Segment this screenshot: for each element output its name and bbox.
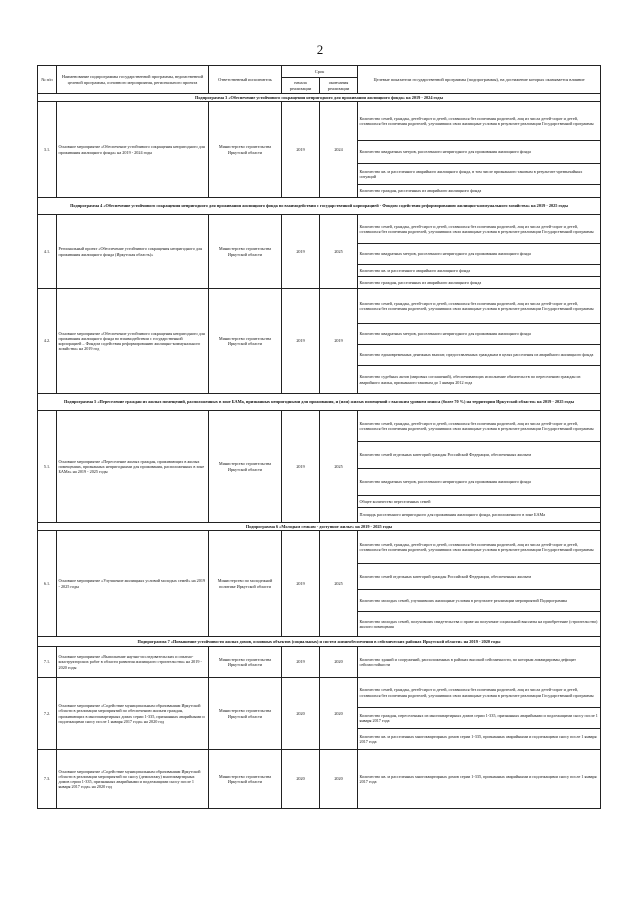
row-number: 4.1. — [38, 215, 57, 289]
row-number: 3.1. — [38, 102, 57, 198]
start-year: 2019 — [282, 215, 320, 289]
table-row — [38, 678, 601, 708]
program-table — [37, 65, 601, 809]
end-year: 2024 — [320, 102, 358, 198]
table-row — [38, 289, 601, 324]
indicator-cell: Количество семей отдельных категорий граждан Российской Федерации, обеспеченных жильем — [358, 564, 601, 590]
row-number: 7.1. — [38, 647, 57, 678]
indicator-cell: Количество единовременных денежных выплат, предоставленных гражданам в целях расселения из аварийного жилищного фонда — [358, 345, 601, 366]
row-number: 7.2. — [38, 678, 57, 750]
page-number: 2 — [316, 42, 324, 57]
indicator-cell: Количество зданий и сооружений, расположенных в районах высокой сейсмичности, по которым ликвидирован дефицит сейсмостойкости — [358, 647, 601, 678]
activity-name: Основное мероприятие «Содействие муниципальным образованиям Иркутской области в реализации мероприятий по обеспечению жильем граждан, проживающих в многоквартирных домах серии 1-335, признанных аварийными и подлежащими сносу после 1 января 2017 года» на 2020 год — [57, 678, 209, 750]
header-start: начала реализации — [282, 78, 320, 94]
row-number: 4.2. — [38, 289, 57, 394]
indicator-cell: Количество семей, граждан, детей-сирот и детей, оставшихся без попечения родителей, лиц из числа детей-сирот и детей, оставшихся без попечения родителей, улучшивших свои жилищные условия в результате реализации Государственной программы — [358, 289, 601, 324]
header-indicators: Целевые показатели государственной программы (подпрограммы), на достижение которых оказывается влияние — [358, 66, 601, 94]
indicator-cell: Количество квадратных метров, расселенного непригодного для проживания жилищного фонда — [358, 469, 601, 496]
section-row — [38, 637, 601, 647]
header-term: Срок — [282, 66, 358, 78]
indicator-cell: Количество кв. м расселенного аварийного жилищного фонда, в том числе признанного таковым в результате чрезвычайных ситуаций — [358, 164, 601, 185]
indicator-cell: Количество молодых семей, получивших свидетельства о праве на получение социальной выплаты на приобретение (строительство) жилого помещения — [358, 612, 601, 637]
table-row — [38, 647, 601, 678]
table-row — [38, 411, 601, 442]
responsible-executor: Министерство строительства Иркутской области — [209, 102, 282, 198]
section-title: Подпрограмма 3 «Обеспечение устойчивого сокращения непригодного для проживания жилищного фонда» на 2019 - 2024 годы — [38, 94, 601, 102]
table-row — [38, 531, 601, 564]
indicator-cell: Количество судебных актов (мировых соглашений), обеспечивающих исполнение обязательств по переселению граждан из аварийного жилья, признанного таковым до 1 января 2012 года — [358, 366, 601, 394]
header-num: № п/п — [38, 66, 57, 94]
row-number: 6.1. — [38, 531, 57, 637]
start-year: 2020 — [282, 750, 320, 809]
end-year: 2025 — [320, 411, 358, 523]
indicator-cell: Количество граждан, расселенных из аварийного жилищного фонда — [358, 277, 601, 289]
indicator-cell: Количество граждан, переселенных из многоквартирных домов серии 1-335, признанных аварийными и подлежащими сносу после 1 января 2017 года — [358, 708, 601, 729]
indicator-cell: Общее количество переселенных семей — [358, 496, 601, 508]
indicator-cell: Количество квадратных метров, расселенного непригодного для проживания жилищного фонда — [358, 141, 601, 164]
start-year: 2019 — [282, 647, 320, 678]
activity-name: Региональный проект «Обеспечение устойчивого сокращения непригодного для проживания жилищного фонда (Иркутская область)» — [57, 215, 209, 289]
responsible-executor: Министерство строительства Иркутской области — [209, 750, 282, 809]
responsible-executor: Министерство строительства Иркутской области — [209, 647, 282, 678]
indicator-cell: Количество кв. м расселенного аварийного жилищного фонда — [358, 265, 601, 277]
end-year: 2020 — [320, 678, 358, 750]
indicator-cell: Количество граждан, расселенных из аварийного жилищного фонда — [358, 185, 601, 198]
end-year: 2025 — [320, 531, 358, 637]
start-year: 2019 — [282, 531, 320, 637]
header-responsible: Ответственный исполнитель — [209, 66, 282, 94]
row-number: 5.1. — [38, 411, 57, 523]
indicator-cell: Количество квадратных метров, расселенного непригодного для проживания жилищного фонда — [358, 244, 601, 265]
activity-name: Основное мероприятие «Обеспечение устойчивого сокращения непригодного для проживания жилищного фонда во взаимодействии с государственной корпорацией – Фондом содействия реформированию жилищно-коммунального хозяйства» на 2019 год — [57, 289, 209, 394]
activity-name: Основное мероприятие «Улучшение жилищных условий молодых семей» на 2019 - 2025 годы — [57, 531, 209, 637]
table-row — [38, 102, 601, 141]
indicator-cell: Количество кв. м расселенных многоквартирных домов серии 1-335, признанных аварийными и подлежащими сносу после 1 января 2017 года — [358, 729, 601, 750]
section-title: Подпрограмма 4 «Обеспечение устойчивого сокращения непригодного для проживания жилищного фонда во взаимодействии с государственной корпорацией - Фондом содействия реформированию жилищно-коммунального хозяйства» на 2019 - 2025 годы — [38, 198, 601, 215]
responsible-executor: Министерство строительства Иркутской области — [209, 411, 282, 523]
responsible-executor: Министерство строительства Иркутской области — [209, 215, 282, 289]
start-year: 2020 — [282, 678, 320, 750]
activity-name: Основное мероприятие «Обеспечение устойчивого сокращения непригодного для проживания жилищного фонда» на 2019 - 2024 годы — [57, 102, 209, 198]
indicator-cell: Количество семей, граждан, детей-сирот и детей, оставшихся без попечения родителей, лиц из числа детей-сирот и детей, оставшихся без попечения родителей, улучшивших свои жилищные условия в результате реализации Государственной программы — [358, 215, 601, 244]
indicator-cell: Количество семей, граждан, детей-сирот и детей, оставшихся без попечения родителей, лиц из числа детей-сирот и детей, оставшихся без попечения родителей, улучшивших свои жилищные условия в результате реализации Государственной программы — [358, 531, 601, 564]
section-row — [38, 198, 601, 215]
end-year: 2020 — [320, 647, 358, 678]
indicator-cell: Количество семей, граждан, детей-сирот и детей, оставшихся без попечения родителей, лиц из числа детей-сирот и детей, оставшихся без попечения родителей, улучшивших свои жилищные условия в результате реализации Государственной программы — [358, 411, 601, 442]
start-year: 2019 — [282, 411, 320, 523]
activity-name: Основное мероприятие «Переселение жилых граждан, проживающих в жилых помещениях, признанных непригодными для проживания, расположенных в зоне БАМа» на 2019 - 2025 годы — [57, 411, 209, 523]
start-year: 2019 — [282, 102, 320, 198]
section-row — [38, 394, 601, 411]
section-title: Подпрограмма 6 «Молодым семьям - доступное жилье» на 2019 - 2025 годы — [38, 523, 601, 531]
end-year: 2020 — [320, 750, 358, 809]
responsible-executor: Министерство по молодежной политике Иркутской области — [209, 531, 282, 637]
section-row — [38, 94, 601, 102]
section-title: Подпрограмма 5 «Переселение граждан из жилых помещений, расположенных в зоне БАМа, признанных непригодными для проживания, и (или) жилых помещений с высоким уровнем износа (более 70 %) на территории Иркутской области» на 2019 - 2025 годы — [38, 394, 601, 411]
responsible-executor: Министерство строительства Иркутской области — [209, 289, 282, 394]
indicator-cell: Количество квадратных метров, расселенного непригодного для проживания жилищного фонда — [358, 324, 601, 345]
header-end: окончания реализации — [320, 78, 358, 94]
indicator-cell: Площадь расселенного непригодного для проживания жилищного фонда, расположенного в зоне БАМа — [358, 508, 601, 523]
section-row — [38, 523, 601, 531]
section-title: Подпрограмма 7 «Повышение устойчивости жилых домов, основных объектов (социальных) и систем жизнеобеспечения в сейсмических районах Иркутской области» на 2019 - 2020 годы — [38, 637, 601, 647]
end-year: 2019 — [320, 289, 358, 394]
activity-name: Основное мероприятие «Выполнение научно-исследовательских и опытно-конструкторских работ в области развития жилищного строительства» на 2019 - 2020 годы — [57, 647, 209, 678]
indicator-cell: Количество семей, граждан, детей-сирот и детей, оставшихся без попечения родителей, лиц из числа детей-сирот и детей, оставшихся без попечения родителей, улучшивших свои жилищные условия в результате реализации Государственной программы — [358, 678, 601, 708]
indicator-cell: Количество семей, граждан, детей-сирот и детей, оставшихся без попечения родителей, лиц из числа детей-сирот и детей, оставшихся без попечения родителей, улучшивших свои жилищные условия в результате реализации Государственной программы — [358, 102, 601, 141]
table-row — [38, 215, 601, 244]
header-name: Наименование подпрограммы государственной программы, ведомственной целевой программы, основного мероприятия, регионального проекта — [57, 66, 209, 94]
activity-name: Основное мероприятие «Содействие муниципальным образованиям Иркутской области в реализации мероприятий по сносу (демонтажу) многоквартирных домов серии 1-335, признанных аварийными и подлежащими сносу после 1 января 2017 года» на 2020 год — [57, 750, 209, 809]
indicator-cell: Количество семей отдельных категорий граждан Российской Федерации, обеспеченных жильем — [358, 442, 601, 469]
start-year: 2019 — [282, 289, 320, 394]
indicator-cell: Количество кв. м расселенных многоквартирных домов серии 1-335, признанных аварийными и подлежащими сносу после 1 января 2017 года — [358, 750, 601, 809]
end-year: 2025 — [320, 215, 358, 289]
table-row — [38, 750, 601, 809]
responsible-executor: Министерство строительства Иркутской области — [209, 678, 282, 750]
indicator-cell: Количество молодых семей, улучшивших жилищные условия в результате реализации мероприятий Подпрограммы — [358, 590, 601, 612]
row-number: 7.3. — [38, 750, 57, 809]
